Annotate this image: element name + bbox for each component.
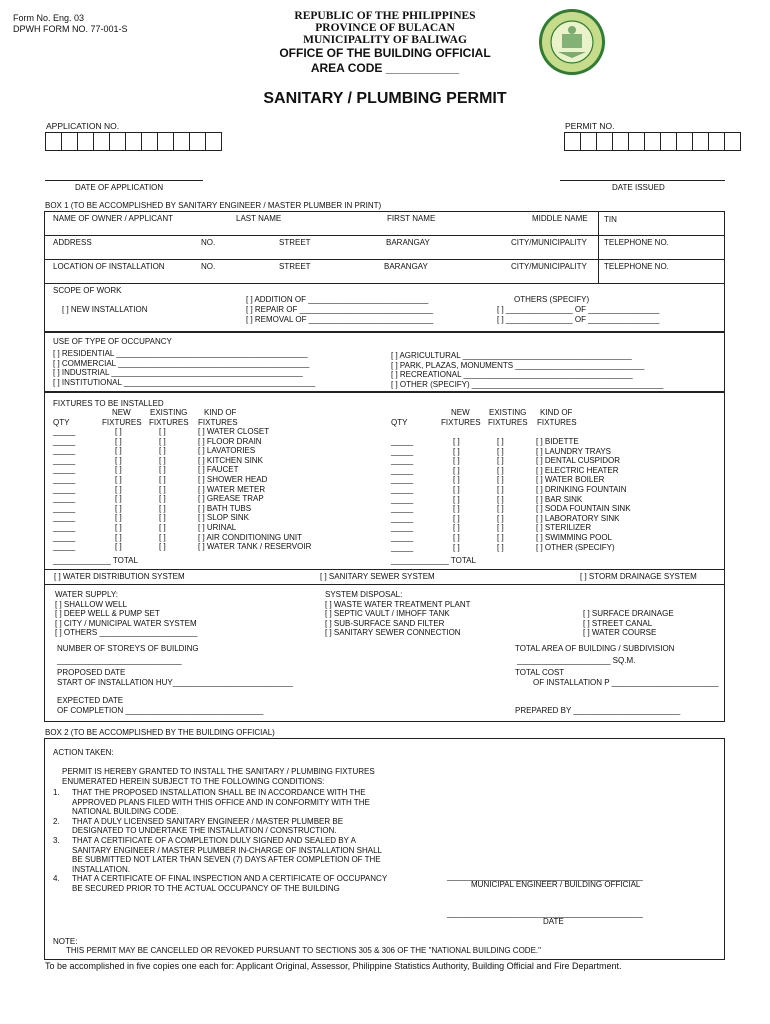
fixtures-right-qty-column: _____ _____ _____ _____ _____ _____ _____ _____ _____ _____ _____ _____ [391,437,414,552]
scope-addition[interactable]: [ ] ADDITION OF ___________________________ [246,295,429,304]
fixture-slop-sink[interactable]: [ ] SLOP SINK [198,513,249,523]
fixture-laundry-trays[interactable]: [ ] LAUNDRY TRAYS [536,446,611,456]
location-telephone-label: TELEPHONE NO. [604,262,669,271]
address-label: ADDRESS [53,238,92,247]
fixture-other[interactable]: [ ] OTHER (SPECIFY) [536,542,615,552]
water-supply-label: WATER SUPPLY: [55,590,118,599]
location-street-label: STREET [279,262,311,271]
fixtures-header-existing-right: EXISTING [489,408,527,417]
conditions-list [53,788,387,894]
fixture-water-tank[interactable]: [ ] WATER TANK / RESERVOIR [198,542,312,552]
fixtures-left-new-column[interactable]: [ ] [ ] [ ] [ ] [ ] [ ] [ ] [ ] [ ] [ ] [ ] [ ] [ ] [115,427,122,552]
permit-no-label: PERMIT NO. [565,121,615,131]
fixtures-header-new-right: NEW [451,408,470,417]
footer-instruction: To be accomplished in five copies one each for: Applicant Original, Assessor, Philippine Statistics Authority, Building Official and Fire Department. [45,961,622,971]
official-signature-line[interactable]: ____________________________________________ [447,872,643,881]
row-divider [44,259,725,260]
fixture-floor-drain[interactable]: [ ] FLOOR DRAIN [198,436,262,446]
fixture-urinal[interactable]: [ ] URINAL [198,522,237,532]
scope-removal[interactable]: [ ] REMOVAL OF ____________________________ [246,315,434,324]
condition-item: 2. THAT A DULY LICENSED SANITARY ENGINEER / MASTER PLUMBER BE DESIGNATED TO UNDERTAKE THE INSTALLATION / CONSTRUCTION. [53,816,344,836]
action-taken-label: ACTION TAKEN: [53,748,114,757]
fixtures-right-new-column[interactable]: [ ] [ ] [ ] [ ] [ ] [ ] [ ] [ ] [ ] [ ] [ ] [ ] [453,437,460,552]
water-supply-city-system[interactable]: [ ] CITY / MUNICIPAL WATER SYSTEM [55,618,197,628]
occupancy-industrial[interactable]: [ ] INDUSTRIAL ___________________________________________ [53,368,303,378]
fixtures-header-qty-right: QTY [391,418,408,427]
start-of-installation-input[interactable]: START OF INSTALLATION HUY___________________________ [57,677,293,687]
permit-no-boxes[interactable] [564,132,740,151]
water-supply-block [55,590,197,638]
header-municipality: MUNICIPALITY OF BALIWAG [303,34,467,46]
note-text: THIS PERMIT MAY BE CANCELLED OR REVOKED PURSUANT TO SECTIONS 305 & 306 OF THE "NATIONAL BUILDING CODE." [66,946,541,955]
fixtures-left-qty-column: _____ _____ _____ _____ _____ _____ _____ _____ _____ _____ _____ _____ _____ [53,427,76,552]
fixture-water-closet[interactable]: [ ] WATER CLOSET [198,427,270,436]
tin-label: TIN [604,215,617,224]
storeys-input[interactable]: ____________________________ [57,655,182,665]
scope-repair[interactable]: [ ] REPAIR OF ______________________________ [246,305,434,314]
occupancy-left-list [53,349,315,387]
fixture-kitchen-sink[interactable]: [ ] KITCHEN SINK [198,455,263,465]
scope-new-installation[interactable]: [ ] NEW INSTALLATION [62,305,148,314]
fixture-grease-trap[interactable]: [ ] GREASE TRAP [198,494,264,504]
sanitary-sewer-system[interactable]: [ ] SANITARY SEWER SYSTEM [320,572,435,581]
application-no-boxes[interactable] [45,132,221,151]
box2-label: BOX 2 (TO BE ACCOMPLISHED BY THE BUILDING OFFICIAL) [45,728,275,737]
completion-input[interactable]: OF COMPLETION _______________________________ [57,705,264,715]
note-label: NOTE: [53,937,78,946]
condition-item: 4. THAT A CERTIFICATE OF FINAL INSPECTION AND A CERTIFICATE OF OCCUPANCY BE SECURED PRIOR TO THE ACTUAL OCCUPANCY OF THE BUILDING [53,874,388,893]
water-supply-deep-well[interactable]: [ ] DEEP WELL & PUMP SET [55,609,160,619]
box1-label: BOX 1 (TO BE ACCOMPLISHED BY SANITARY ENGINEER / MASTER PLUMBER IN PRINT) [45,201,382,210]
fixtures-right-existing-column[interactable]: [ ] [ ] [ ] [ ] [ ] [ ] [ ] [ ] [ ] [ ] [ ] [ ] [497,437,504,552]
water-supply-shallow-well[interactable]: [ ] SHALLOW WELL [55,599,128,609]
fixture-soda-fountain-sink[interactable]: [ ] SODA FOUNTAIN SINK [536,504,631,514]
fixtures-header-kind-right: KIND OF [540,408,573,417]
date-issued-line[interactable] [560,180,725,181]
municipal-seal-icon [538,8,606,76]
header-province: PROVINCE OF BULACAN [315,22,455,34]
occupancy-recreational[interactable]: [ ] RECREATIONAL ______________________________________ [391,370,633,380]
date-signature-line[interactable]: ____________________________________________ [447,909,643,918]
condition-item: 1. THAT THE PROPOSED INSTALLATION SHALL BE IN ACCORDANCE WITH THE APPROVED PLANS FILED WITH THIS OFFICE AND IN CONFORMITY WITH THE NATIONAL BUILDING CODE. [53,788,370,817]
storeys-block [57,644,199,665]
date-issued-label: DATE ISSUED [612,183,665,192]
scope-others-2[interactable]: [ ] _______________ OF ________________ [497,315,660,324]
scope-others-label: OTHERS (SPECIFY) [514,295,590,304]
fixtures-header-fixtures-existing-right: FIXTURES [488,418,528,427]
area-block [515,644,674,665]
fixtures-header-kind-left: KIND OF [204,408,237,417]
fixtures-left-existing-column[interactable]: [ ] [ ] [ ] [ ] [ ] [ ] [ ] [ ] [ ] [ ] [ ] [ ] [ ] [159,427,166,552]
system-disposal-block [325,590,471,638]
fixtures-total-left[interactable]: _____________ TOTAL [53,556,138,565]
fixture-electric-heater[interactable]: [ ] ELECTRIC HEATER [536,465,619,475]
fixture-water-meter[interactable]: [ ] WATER METER [198,484,266,494]
occupancy-label: USE OF TYPE OF OCCUPANCY [53,337,172,346]
drainage-water-course[interactable]: [ ] WATER COURSE [583,628,657,638]
fixtures-header-fixtures-kind-right: FIXTURES [537,418,577,427]
occupancy-residential[interactable]: [ ] RESIDENTIAL ___________________________________________ [53,349,308,358]
address-no-label: NO. [201,238,216,247]
fixture-lavatories[interactable]: [ ] LAVATORIES [198,446,256,456]
address-telephone-label: TELEPHONE NO. [604,238,669,247]
header-republic: REPUBLIC OF THE PHILIPPINES [294,10,476,22]
fixture-sterilizer[interactable]: [ ] STERILIZER [536,523,592,533]
row-divider [44,235,725,236]
address-street-label: STREET [279,238,311,247]
fixtures-right-kind-column [536,437,631,552]
fixtures-label: FIXTURES TO BE INSTALLED [53,399,164,408]
location-city-label: CITY/MUNICIPALITY [511,262,587,271]
storeys-label: NUMBER OF STOREYS OF BUILDING [57,644,199,653]
fixture-air-conditioning[interactable]: [ ] AIR CONDITIONING UNIT [198,532,303,542]
occupancy-other[interactable]: [ ] OTHER (SPECIFY) ___________________________________________ [391,379,664,389]
occupancy-institutional[interactable]: [ ] INSTITUTIONAL ___________________________________________ [53,377,316,387]
fixtures-left-kind-column [198,427,311,552]
system-disposal-label: SYSTEM DISPOSAL: [325,590,403,599]
fixture-swimming-pool[interactable]: [ ] SWIMMING POOL [536,532,613,542]
fixture-drinking-fountain[interactable]: [ ] DRINKING FOUNTAIN [536,484,627,494]
disposal-waste-water-plant[interactable]: [ ] WASTE WATER TREATMENT PLANT [325,599,471,609]
disposal-sewer-connection[interactable]: [ ] SANITARY SEWER CONNECTION [325,628,461,638]
form-number: Form No. Eng. 03 [13,13,85,23]
location-no-label: NO. [201,262,216,271]
total-cost-label: TOTAL COST [515,668,565,677]
drainage-block [583,609,674,638]
fixture-shower-head[interactable]: [ ] SHOWER HEAD [198,474,268,484]
fixture-bath-tubs[interactable]: [ ] BATH TUBS [198,503,252,513]
fixtures-header-qty-left: QTY [53,418,70,427]
proposed-date-block [57,668,293,687]
owner-last-name-label: LAST NAME [236,214,282,223]
fixture-bar-sink[interactable]: [ ] BAR SINK [536,494,583,504]
disposal-sand-filter[interactable]: [ ] SUB-SURFACE SAND FILTER [325,618,445,628]
scope-others-1[interactable]: [ ] _______________ OF ________________ [497,305,660,314]
storm-drainage-system[interactable]: [ ] STORM DRAINAGE SYSTEM [580,572,697,581]
occupancy-parks[interactable]: [ ] PARK, PLAZAS, MONUMENTS _____________________________ [391,360,645,370]
occupancy-right-list [391,351,663,389]
letterhead [0,10,770,76]
fixtures-header-fixtures-existing-left: FIXTURES [149,418,189,427]
occupancy-agricultural[interactable]: [ ] AGRICULTURAL ______________________________________ [391,351,632,360]
fixture-faucet[interactable]: [ ] FAUCET [198,465,239,475]
scope-label: SCOPE OF WORK [53,286,122,295]
occupancy-commercial[interactable]: [ ] COMMERCIAL ___________________________________________ [53,358,310,368]
fixture-dental-cuspidor[interactable]: [ ] DENTAL CUSPIDOR [536,456,621,466]
location-barangay-label: BARANGAY [384,262,428,271]
fixtures-total-right[interactable]: _____________ TOTAL [391,556,476,565]
address-city-label: CITY/MUNICIPALITY [511,238,587,247]
date-of-application-line[interactable] [45,180,203,181]
condition-item: 3. THAT A CERTIFICATE OF A COMPLETION DULY SIGNED AND SEALED BY A SANITARY ENGINEER / MASTER PLUMBER IN-CHARGE OF INSTALLATION SHALL BE SUBMITTED NOT LATER THAN SEVEN (7) DAYS AFTER COMPLETION OF THE INSTALLATION. [53,835,382,874]
fixtures-header-fixtures-new-left: FIXTURES [102,418,142,427]
disposal-septic-vault[interactable]: [ ] SEPTIC VAULT / IMHOFF TANK [325,609,450,619]
fixture-bidette[interactable]: [ ] BIDETTE [536,437,579,446]
drainage-surface[interactable]: [ ] SURFACE DRAINAGE [583,609,674,618]
fixtures-header-new-left: NEW [112,408,131,417]
owner-middle-name-label: MIDDLE NAME [532,214,588,223]
permit-grant-text: PERMIT IS HEREBY GRANTED TO INSTALL THE SANITARY / PLUMBING FIXTURES ENUMERATED HEREIN SUBJECT TO THE FOLLOWING CONDITIONS: [62,767,375,786]
water-supply-others[interactable]: [ ] OTHERS ______________________ [55,628,198,638]
location-label: LOCATION OF INSTALLATION [53,262,165,271]
cost-of-installation-input[interactable]: OF INSTALLATION P ________________________ [533,677,719,687]
owner-first-name-label: FIRST NAME [387,214,436,223]
address-barangay-label: BARANGAY [386,238,430,247]
water-distribution-system[interactable]: [ ] WATER DISTRIBUTION SYSTEM [54,572,185,581]
fixture-laboratory-sink[interactable]: [ ] LABORATORY SINK [536,513,620,523]
header-area-code: AREA CODE ___________ [310,61,460,75]
column-divider [598,211,599,283]
area-input[interactable]: _____________________ SQ.M. [517,655,636,665]
drainage-street-canal[interactable]: [ ] STREET CANAL [583,618,653,628]
page-title: SANITARY / PLUMBING PERMIT [263,90,507,107]
dpwh-form-number: DPWH FORM NO. 77-001-S [13,24,128,34]
municipal-engineer-label: MUNICIPAL ENGINEER / BUILDING OFFICIAL [471,880,641,889]
total-cost-block [515,668,718,687]
box2-date-label: DATE [543,917,564,926]
fixtures-header-fixtures-kind-left: FIXTURES [198,418,238,427]
fixture-water-boiler[interactable]: [ ] WATER BOILER [536,475,605,485]
date-of-application-label: DATE OF APPLICATION [75,183,164,192]
application-no-label: APPLICATION NO. [46,121,120,131]
expected-date-block [57,696,263,715]
prepared-by-input[interactable]: PREPARED BY ________________________ [515,706,681,715]
expected-date-label: EXPECTED DATE [57,696,124,705]
fixtures-header-fixtures-new-right: FIXTURES [441,418,481,427]
header-office: OFFICE OF THE BUILDING OFFICIAL [279,46,491,60]
proposed-date-label: PROPOSED DATE [57,668,126,677]
area-label: TOTAL AREA OF BUILDING / SUBDIVISION [515,644,675,653]
owner-name-label: NAME OF OWNER / APPLICANT [53,214,174,223]
row-divider [44,584,725,585]
fixtures-header-existing-left: EXISTING [150,408,188,417]
